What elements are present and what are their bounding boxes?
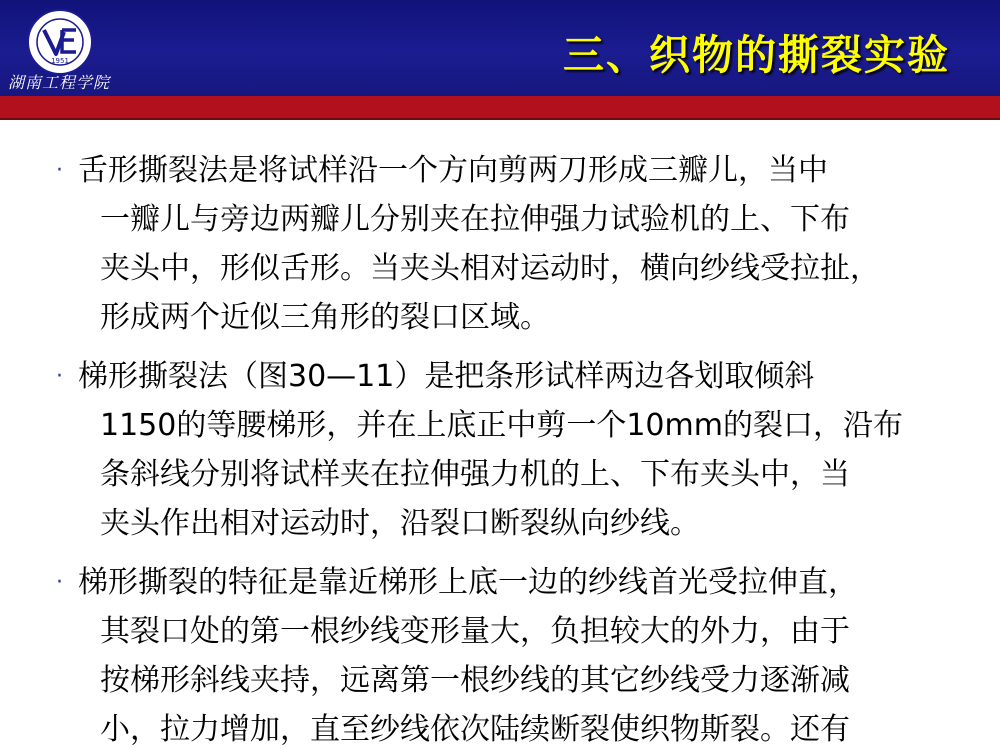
bullet-icon: · xyxy=(56,570,63,595)
slide-body xyxy=(56,146,956,749)
text-line: 形成两个近似三角形的裂口区域。 xyxy=(100,300,550,335)
school-logo-icon xyxy=(26,8,94,76)
bullet-icon: · xyxy=(56,364,63,389)
text-line: 1150的等腰梯形，并在上底正中剪一个10mm的裂口，沿布 xyxy=(100,408,903,443)
text-line: 夹头中，形似舌形。当夹头相对运动时，横向纱线受拉扯， xyxy=(100,251,880,286)
text-line: 其裂口处的第一根纱线变形量大，负担较大的外力，由于 xyxy=(100,614,850,649)
text-line: 按梯形斜线夹持，远离第一根纱线的其它纱线受力逐渐减 xyxy=(100,663,850,698)
text-line: 梯形撕裂的特征是靠近梯形上底一边的纱线首光受拉伸直， xyxy=(78,565,858,600)
bullet-icon: · xyxy=(56,158,63,183)
bullet-paragraph xyxy=(56,352,956,548)
text-line: 夹头作出相对运动时，沿裂口断裂纵向纱线。 xyxy=(100,506,700,541)
text-line: 小，拉力增加，直至纱线依次陆续断裂使织物斯裂。还有 xyxy=(100,712,850,747)
logo-year: 1951 xyxy=(51,57,69,65)
page-title: 三、织物的撕裂实验 xyxy=(563,31,950,79)
text-line: 舌形撕裂法是将试样沿一个方向剪两刀形成三瓣儿，当中 xyxy=(78,153,828,188)
bullet-paragraph xyxy=(56,146,956,342)
paragraph-text xyxy=(78,558,956,749)
school-name: 湖南工程学院 xyxy=(8,73,111,92)
accent-divider xyxy=(0,118,1000,120)
text-line: 条斜线分别将试样夹在拉伸强力机的上、下布夹头中，当 xyxy=(100,457,850,492)
bullet-paragraph xyxy=(56,558,956,749)
accent-bar xyxy=(0,96,1000,118)
text-line: 梯形撕裂法（图30—11）是把条形试样两边各划取倾斜 xyxy=(78,359,815,394)
header-bar xyxy=(0,0,1000,96)
paragraph-text xyxy=(78,352,956,548)
text-line: 一瓣儿与旁边两瓣儿分别夹在拉伸强力试验机的上、下布 xyxy=(100,202,850,237)
paragraph-text xyxy=(78,146,956,342)
